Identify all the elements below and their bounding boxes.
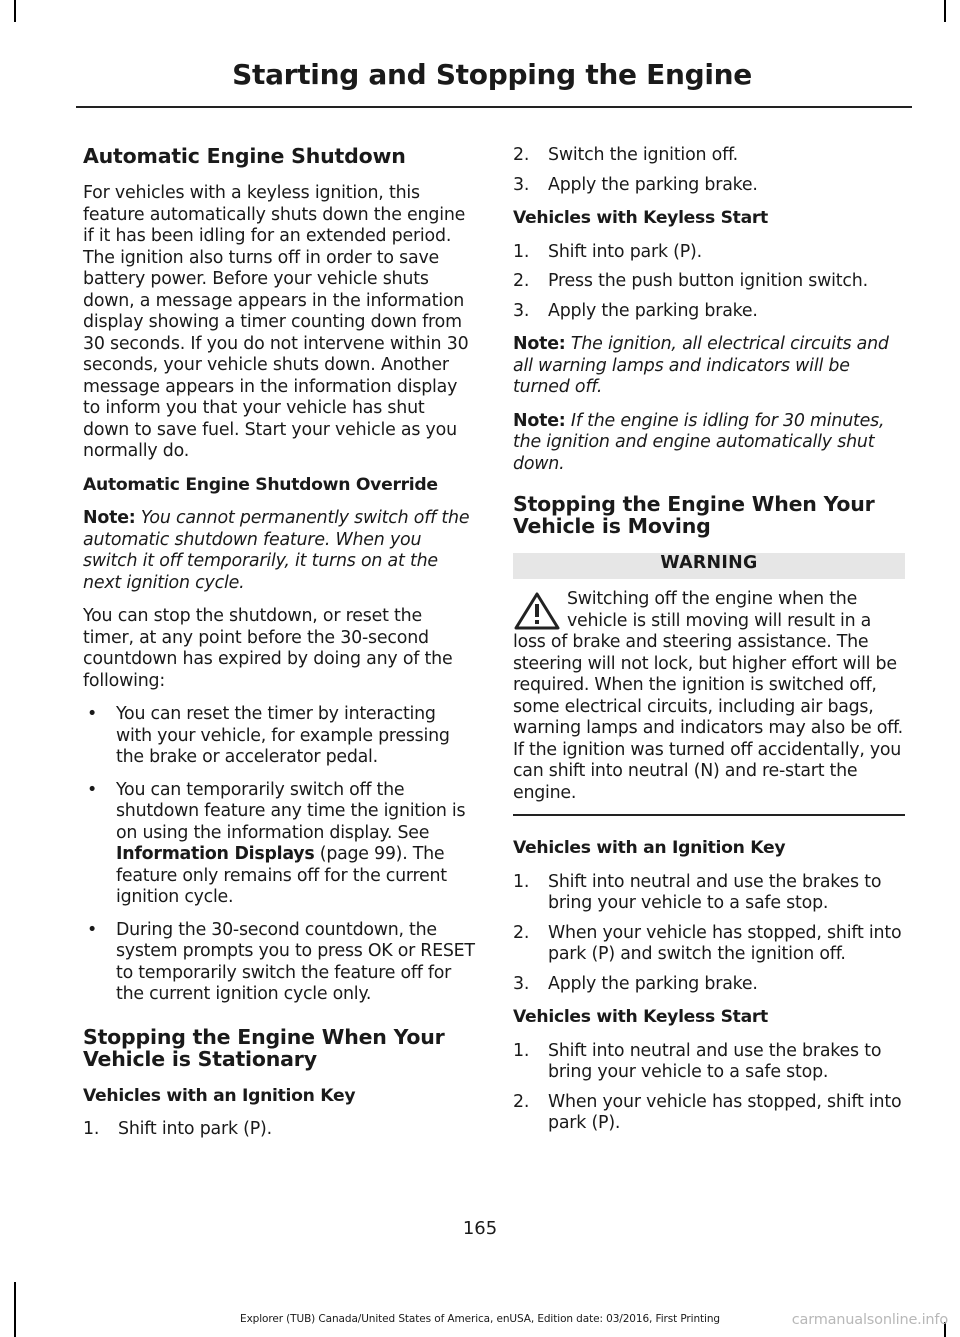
heading-automatic-engine-shutdown: Automatic Engine Shutdown <box>83 144 406 168</box>
moving-key-steps <box>513 872 905 996</box>
step-number: 3. <box>513 174 530 195</box>
stationary-keyless-steps <box>513 242 905 323</box>
heading-ignition-key: Vehicles with an Ignition Key <box>513 838 786 858</box>
note-override <box>83 508 475 594</box>
step-text: Shift into park (P). <box>118 1119 272 1139</box>
warning-rule <box>513 814 905 816</box>
warning-label-bar: WARNING <box>513 553 905 579</box>
warning-text: Switching off the engine when the vehicle is still moving will result in a loss of brake and steering assistance. The steering will not lock, but higher effort will be required. When the ignition is switched off, some electrical circuits, including air bags, warning lamps and indicators may also be off. If the ignition was turned off accidentally, you can shift into neutral (N) and re-start the engine. <box>513 589 903 803</box>
list-item <box>513 872 905 915</box>
step-text: Switch the ignition off. <box>548 145 739 165</box>
step-number: 1. <box>83 1119 100 1139</box>
right-column <box>513 145 905 1143</box>
heading-ignition-key: Vehicles with an Ignition Key <box>83 1085 356 1106</box>
heading-stopping-stationary: Stopping the Engine When Your Vehicle is Stationary <box>83 1024 445 1071</box>
step-number: 1. <box>513 871 530 892</box>
stop-shutdown-paragraph: You can stop the shutdown, or reset the timer, at any point before the 30-second countdown has expired by doing any of the following: <box>83 606 453 691</box>
crop-mark-top-right <box>944 0 946 22</box>
crop-mark-top-left <box>14 0 16 22</box>
step-number: 3. <box>513 300 530 321</box>
list-item-text: During the 30-second countdown, the system prompts you to press OK or RESET to temporarily switch the feature off for the current ignition cycle only. <box>116 919 475 1004</box>
bullet-glyph: • <box>87 704 98 724</box>
step-text: Shift into park (P). <box>548 241 702 262</box>
step-number: 2. <box>513 145 530 165</box>
note-text: You cannot permanently switch off the automatic shutdown feature. When you switch it off temporarily, it turns on at the next ignition cycle. <box>83 508 470 593</box>
step-text: Shift into neutral and use the brakes to bring your vehicle to a safe stop. <box>548 1040 882 1082</box>
list-item <box>513 1092 905 1135</box>
step-text: Apply the parking brake. <box>548 973 758 994</box>
step-text: Apply the parking brake. <box>548 174 758 195</box>
list-item-text: The feature only remains off for the current ignition cycle. <box>116 844 447 907</box>
step-number: 3. <box>513 973 530 994</box>
page-number: 165 <box>462 1218 498 1239</box>
heading-stopping-moving: Stopping the Engine When Your Vehicle is Moving <box>513 492 875 538</box>
intro-paragraph: For vehicles with a keyless ignition, this feature automatically shuts down the engine if it has been idling for an extended period. The ignition also turns off in order to save battery power. Before your vehicle shuts down, a message appears in the information display showing a timer counting down from 30 seconds. If you do not intervene within 30 seconds, your vehicle shuts down. Another message appears in the information display to inform you that your vehicle has shut down to save fuel. Start your vehicle as you normally do. <box>83 183 469 461</box>
header-rule <box>76 106 912 108</box>
heading-shutdown-override: Automatic Engine Shutdown Override <box>83 474 438 495</box>
list-item-text: You can temporarily switch off the shutdown feature any time the ignition is on using the information display. See <box>116 779 466 843</box>
left-column <box>83 145 475 1149</box>
heading-keyless-start: Vehicles with Keyless Start <box>513 208 768 228</box>
list-item <box>513 145 905 167</box>
page-reference: (page 99). <box>319 844 408 864</box>
stationary-key-steps <box>83 1119 475 1141</box>
step-text: Apply the parking brake. <box>548 300 758 321</box>
list-item <box>513 301 905 323</box>
step-text: When your vehicle has stopped, shift into park (P) and switch the ignition off. <box>548 922 902 964</box>
list-item <box>83 704 475 769</box>
step-number: 1. <box>513 241 530 262</box>
stationary-key-steps-continued <box>513 145 905 196</box>
note-label: Note: <box>83 508 136 528</box>
heading-keyless-start: Vehicles with Keyless Start <box>513 1007 768 1027</box>
note-ignition-off <box>513 334 905 399</box>
list-item <box>83 920 475 1006</box>
list-item <box>513 923 905 966</box>
moving-keyless-steps <box>513 1041 905 1135</box>
page-header-title: Starting and Stopping the Engine <box>232 58 752 91</box>
list-item <box>513 271 905 293</box>
step-text: When your vehicle has stopped, shift into park (P). <box>548 1091 902 1133</box>
list-item <box>513 974 905 996</box>
warning-triangle-icon <box>513 591 561 631</box>
step-text: Press the push button ignition switch. <box>548 271 868 291</box>
note-text: The ignition, all electrical circuits and all warning lamps and indicators will be turned off. <box>513 334 889 397</box>
note-label: Note: <box>513 334 566 354</box>
override-options-list <box>83 704 475 1006</box>
list-item <box>83 780 475 909</box>
bullet-glyph: • <box>87 919 98 940</box>
list-item <box>513 1041 905 1084</box>
list-item-text: You can reset the timer by interacting with your vehicle, for example pressing the brake or accelerator pedal. <box>116 704 450 767</box>
step-number: 2. <box>513 1091 530 1112</box>
footer-edition-info: Explorer (TUB) Canada/United States of America, enUSA, Edition date: 03/2016, First Printing <box>240 1313 720 1325</box>
step-number: 1. <box>513 1040 530 1061</box>
note-idling <box>513 411 905 476</box>
list-item <box>83 1119 475 1141</box>
warning-box <box>513 589 905 804</box>
step-text: Shift into neutral and use the brakes to bring your vehicle to a safe stop. <box>548 871 882 913</box>
list-item <box>513 242 905 264</box>
note-text: If the engine is idling for 30 minutes, the ignition and engine automatically shut down. <box>513 410 885 474</box>
information-displays-link[interactable]: Information Displays <box>116 844 315 864</box>
crop-mark-bottom-left <box>14 1282 16 1337</box>
note-label: Note: <box>513 410 566 431</box>
bullet-glyph: • <box>87 779 98 800</box>
watermark: carmanualsonline.info <box>791 1312 948 1328</box>
list-item <box>513 175 905 197</box>
step-number: 2. <box>513 922 530 943</box>
step-number: 2. <box>513 271 530 291</box>
